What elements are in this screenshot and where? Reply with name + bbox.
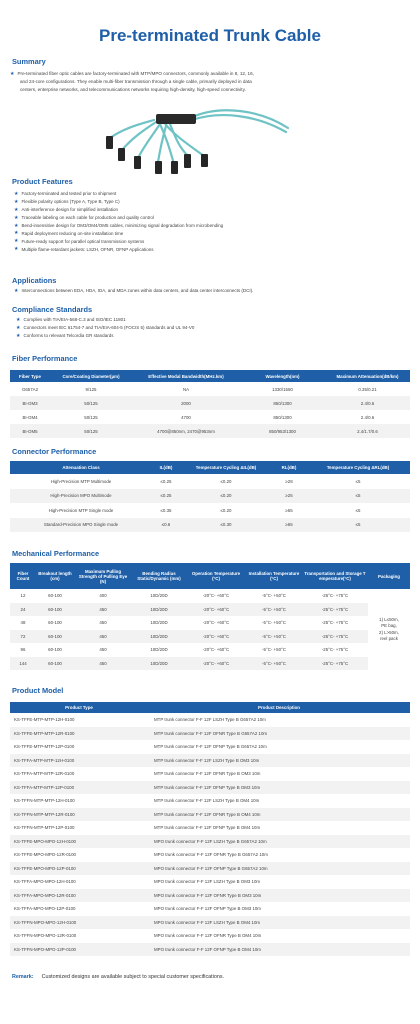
table-cell: 450	[74, 603, 132, 617]
table-cell: KS-TFFA-MTP-MTP-12R-0100	[14, 771, 75, 777]
table-cell: -25°C- +75°C	[321, 593, 349, 599]
table-cell: 2.4/0.6	[325, 396, 410, 410]
table-cell: 10D/20D	[132, 630, 186, 644]
trunk-cable-image	[100, 106, 290, 174]
table-row	[10, 396, 410, 410]
table-cell: KS-TFFE-MTP-MTP-12P-0100	[14, 744, 75, 750]
table-cell: MPO trunk connector F-F 12F OFNP Type B OM4 10m	[148, 943, 410, 957]
table-cell: ≤5	[355, 478, 361, 484]
summary-line: and 24-core configurations. They enable multi-fiber transmission through a single cable, primarily deployed in data	[20, 79, 252, 85]
applications-heading: Applications	[12, 276, 57, 285]
packaging-line: reel pack	[380, 635, 398, 641]
table-cell: 2000	[132, 396, 240, 410]
table-header-row	[10, 370, 410, 382]
features-list	[14, 190, 414, 253]
table-cell: MPO trunk connector F-F 12F LSZH Type B OM4 10m	[148, 916, 410, 930]
table-row	[10, 902, 410, 916]
table-header-row	[10, 461, 410, 474]
packaging-cell	[368, 589, 410, 670]
column-header: Bending Radius Static/Dynamic (mm)	[132, 563, 186, 589]
table-cell: -25°C- +75°C	[321, 620, 349, 626]
list-item: ★ Multiple flame-retardant jackets: LSZH, OFNR, OFNP Applications	[14, 246, 154, 253]
connector-heading: Connector Performance	[12, 447, 97, 456]
table-cell: KS-TFFA-MTP-MTP-12P-0100	[10, 781, 148, 795]
table-row	[10, 781, 410, 795]
table-cell: KS-TFFN-MTP-MTP-12H-0100	[14, 798, 75, 804]
table-cell: 850/953/1300	[240, 424, 325, 438]
table-cell: 10D/20D	[150, 620, 168, 626]
table-cell: -25°C- +75°C	[302, 630, 368, 644]
table-row	[10, 943, 410, 957]
table-row	[10, 848, 410, 862]
table-cell: -5°C- +50°C	[246, 630, 302, 644]
table-row	[10, 808, 410, 822]
table-row	[10, 740, 410, 754]
table-cell: ≥65	[272, 518, 306, 533]
list-item: ★ Connectors meet IEC 61754-7 and TIA/EIA-604-5 (FOCIS 5) standards and UL 94-V0	[16, 324, 195, 331]
table-cell: 450	[99, 647, 107, 653]
star-bullet-icon: ★	[14, 190, 19, 197]
table-cell: 60-100	[36, 603, 74, 617]
table-cell: 144	[10, 657, 36, 671]
list-item: ★ Complies with TIA/EIA-568-C.3 and ISO/IEC 11801	[16, 316, 126, 323]
table-cell: 850/1300	[240, 396, 325, 410]
table-cell: 2.4/1.7/0.6	[325, 424, 410, 438]
table-cell: -5°C- +50°C	[262, 647, 286, 653]
table-row	[10, 727, 410, 741]
list-item: ★ Factory-terminated and tested prior to shipment	[14, 190, 117, 197]
table-cell: ≥25	[272, 489, 306, 504]
table-cell: ≥65	[285, 507, 293, 513]
table-cell: 1330/1550	[272, 386, 293, 392]
table-cell: -20°C- +60°C	[202, 647, 230, 653]
table-row	[10, 589, 410, 603]
table-row	[10, 382, 410, 396]
table-cell: 60-100	[48, 593, 62, 599]
table-cell: KS-TFFE-MPO-MPO-12R-0100	[14, 852, 76, 858]
column-header: Packaging	[368, 563, 410, 589]
table-row	[10, 424, 410, 438]
table-cell: MTP trunk connector F-F 12F OFNP Type B OM4 10m	[154, 825, 261, 831]
packaging-line: 1) L≤50m,	[379, 616, 399, 622]
table-cell: High-Precision MPO Multimode	[10, 489, 152, 504]
column-header: Attenuation Class	[10, 461, 152, 474]
table-cell: MTP trunk connector F-F 12F LSZH Type B OM4 10m	[154, 798, 260, 804]
column-header: Fiber Type	[10, 370, 50, 382]
table-cell: 50/125	[84, 414, 98, 420]
list-item: ★ Rapid deployment reducing on-site installation time	[14, 230, 124, 237]
table-row	[10, 875, 410, 889]
mechanical-performance-table	[10, 563, 410, 670]
features-heading: Product Features	[12, 177, 73, 186]
table-cell: G657A2	[21, 386, 39, 392]
table-cell: -5°C- +50°C	[246, 657, 302, 671]
table-row	[10, 821, 410, 835]
list-item: ★ Bend-insensitive design for OM3/OM4/OM5 cables, minimizing signal degradation from microbending	[14, 222, 224, 229]
page-title: Pre-terminated Trunk Cable	[98, 26, 321, 45]
compliance-heading: Compliance Standards	[12, 305, 93, 314]
column-header: Transportation and Storage T emperature(°C)	[302, 563, 368, 589]
table-cell: High-Precision MTP Multimode	[50, 478, 112, 484]
star-bullet-icon: ★	[14, 287, 19, 294]
table-cell: 450	[99, 620, 107, 626]
star-bullet-icon: ★	[14, 214, 19, 221]
star-bullet-icon: ★	[10, 71, 15, 77]
table-cell: MTP trunk connector F-F 12F OFNP Type B G657A2 10m	[154, 744, 267, 750]
table-cell: MPO trunk connector F-F 12F OFNP Type B OM3 10m	[154, 906, 261, 912]
table-cell: 10D/20D	[132, 657, 186, 671]
table-cell: 72	[10, 630, 36, 644]
table-cell: -25°C- +75°C	[302, 603, 368, 617]
star-bullet-icon: ★	[14, 246, 19, 253]
table-cell: ≤0.35	[160, 507, 172, 513]
table-cell: -20°C- +60°C	[186, 657, 246, 671]
list-item: ★ Anti-interference design for simplified installation	[14, 206, 119, 213]
star-bullet-icon: ★	[14, 198, 19, 205]
table-cell: Standard-Precision MPO Single mode	[10, 518, 152, 533]
table-cell: KS-TFFN-MTP-MTP-12P-0100	[14, 825, 75, 831]
table-cell: 48	[20, 620, 26, 626]
table-cell: High-Precision MTP Single mode	[48, 507, 114, 513]
column-header: Fiber Count	[10, 563, 36, 589]
table-cell: 12	[20, 593, 26, 599]
column-header: Operation Temperature (°C)	[186, 563, 246, 589]
table-cell: BI-OM5	[10, 424, 50, 438]
column-header: Maximum Attenuation(dB/km)	[325, 370, 410, 382]
summary-heading: Summary	[12, 57, 46, 66]
table-row	[10, 503, 410, 518]
table-cell: MTP trunk connector F-F 12F OFNR Type B OM4 10m	[148, 808, 410, 822]
table-cell: 50/125	[50, 396, 132, 410]
list-item: ★ Future-ready support for parallel optical transmission systems	[14, 238, 145, 245]
table-cell: KS-TFFA-MPO-MPO-12P-0100	[14, 906, 76, 912]
star-bullet-icon: ★	[14, 230, 19, 237]
star-bullet-icon: ★	[16, 332, 21, 339]
table-row	[10, 862, 410, 876]
star-bullet-icon: ★	[14, 222, 19, 229]
table-cell: -25°C- +75°C	[321, 647, 349, 653]
remark-label: Remark:	[12, 974, 34, 980]
table-row	[10, 489, 410, 504]
column-header: Product Type	[10, 702, 148, 713]
table-cell: 0.35/0.21	[358, 386, 377, 392]
table-cell: KS-TFFN-MTP-MTP-12R-0100	[10, 808, 148, 822]
table-row	[10, 616, 410, 630]
table-row	[10, 603, 410, 617]
column-header: Effective Modal Bandwidth(MHz.km)	[132, 370, 240, 382]
star-bullet-icon: ★	[14, 238, 19, 245]
table-cell: 9/125	[85, 386, 97, 392]
product-model-table	[10, 702, 410, 956]
column-header: IL(dB)	[152, 461, 180, 474]
table-cell: ≥28	[285, 478, 293, 484]
table-cell: ≤5	[306, 489, 410, 504]
table-header-row	[10, 563, 410, 589]
list-item: ★ Flexible polarity options (Type A, Type B, Type C)	[14, 198, 120, 205]
table-row	[10, 630, 410, 644]
table-cell: -5°C- +50°C	[262, 593, 286, 599]
table-cell: ≤0.25	[152, 489, 180, 504]
list-item: ★ Interconnections between EDA, HDA, IDA, and MDA zones within data centers, and data center interconnects (DCI).	[14, 287, 254, 294]
table-cell: 50/125	[50, 424, 132, 438]
table-cell: 4700@850nm, 2470@953nm	[132, 424, 240, 438]
table-cell: BI-OM3	[10, 396, 50, 410]
table-cell: -20°C- +60°C	[186, 603, 246, 617]
table-cell: -20°C- +60°C	[186, 630, 246, 644]
column-header: Breakout length (cm)	[36, 563, 74, 589]
table-cell: 24	[10, 603, 36, 617]
table-cell: KS-TFFE-MTP-MTP-12R-0100	[10, 727, 148, 741]
summary-text	[10, 70, 410, 93]
table-cell: ≤0.20	[220, 478, 232, 484]
table-row	[10, 929, 410, 943]
table-cell: 400	[99, 593, 107, 599]
table-cell: MPO trunk connector F-F 12F LSZH Type B G657A2 10m	[148, 835, 410, 849]
table-cell: -5°C- +50°C	[262, 620, 286, 626]
table-cell: 60-100	[36, 630, 74, 644]
table-row	[10, 657, 410, 671]
table-row	[10, 713, 410, 727]
table-cell: KS-TFFE-MPO-MPO-12P-0100	[10, 862, 148, 876]
compliance-list	[16, 316, 416, 340]
table-cell: MTP trunk connector F-F 12F LSZH Type B OM3 10m	[148, 754, 410, 768]
column-header: Wavelength(nm)	[240, 370, 325, 382]
table-cell: MTP trunk connector F-F 12F LSZH Type B G657A2 10m	[154, 717, 266, 723]
column-header: Maximum Pulling Strength of Pulling Eye (N)	[74, 563, 132, 589]
list-item: ★ Conforms to relevant Telcordia GR standards	[16, 332, 114, 339]
table-row	[10, 889, 410, 903]
table-cell: MPO trunk connector F-F 12F LSZH Type B OM3 10m	[154, 879, 261, 885]
column-header: Product Description	[148, 702, 410, 713]
table-cell: BI-OM4	[22, 414, 38, 420]
table-cell: 450	[74, 657, 132, 671]
mechanical-heading: Mechanical Performance	[12, 549, 100, 558]
column-header: RL(dB)	[272, 461, 306, 474]
list-item: ★ Traceable labeling on each cable for production and quality control	[14, 214, 154, 221]
table-cell: ≤0.30	[180, 518, 272, 533]
table-cell: 96	[20, 647, 26, 653]
table-cell: MTP trunk connector F-F 12F OFNR Type B OM3 10m	[154, 771, 261, 777]
column-header: Temperature Cycling ΔIL(dB)	[180, 461, 272, 474]
fiber-performance-table	[10, 370, 410, 438]
table-cell: ≤5	[306, 518, 410, 533]
table-cell: ≤5	[355, 507, 361, 513]
table-cell: ≤0.20	[180, 489, 272, 504]
table-cell: KS-TFFN-MPO-MPO-12H-0100	[10, 916, 148, 930]
table-cell: 450	[74, 630, 132, 644]
table-cell: 10D/20D	[150, 593, 168, 599]
table-cell: MPO trunk connector F-F 12F OFNR Type B OM4 10m	[154, 933, 262, 939]
summary-line: Pre-terminated fiber optic cables are factory-terminated with MTP/MPO connectors, commonly available in 8, 12, 16,	[17, 71, 254, 76]
star-bullet-icon: ★	[14, 206, 19, 213]
table-cell: KS-TFFE-MPO-MPO-12H-0100	[10, 835, 148, 849]
packaging-line: 2) L>50m,	[379, 629, 399, 635]
table-cell: 10D/20D	[150, 647, 168, 653]
table-header-row	[10, 702, 410, 713]
table-cell: KS-TFFA-MTP-MTP-12H-0100	[10, 754, 148, 768]
table-cell: 2.4/0.6	[360, 414, 375, 420]
table-cell: KS-TFFA-MPO-MPO-12R-0100	[10, 889, 148, 903]
remark	[12, 974, 224, 980]
table-cell: ≤0.20	[220, 507, 232, 513]
table-cell: 60-100	[48, 620, 62, 626]
packaging-line: PE bag,	[381, 623, 397, 629]
table-cell: KS-TFFA-MPO-MPO-12H-0100	[14, 879, 76, 885]
table-row	[10, 410, 410, 424]
table-row	[10, 474, 410, 489]
table-cell: MPO trunk connector F-F 12F OFNR Type B OM3 10m	[148, 889, 410, 903]
table-cell: ≤0.25	[160, 478, 172, 484]
table-cell: -20°C- +60°C	[202, 593, 230, 599]
table-cell: 4700	[181, 414, 191, 420]
table-cell: KS-TFFN-MPO-MPO-12P-0100	[10, 943, 148, 957]
table-cell: -20°C- +60°C	[202, 620, 230, 626]
fiber-heading: Fiber Performance	[12, 354, 78, 363]
table-row	[10, 916, 410, 930]
table-cell: MPO trunk connector F-F 12F OFNR Type B G657A2 10m	[154, 852, 268, 858]
column-header: Temperature Cycling ΔRL(dB)	[306, 461, 410, 474]
table-cell: -25°C- +75°C	[302, 657, 368, 671]
star-bullet-icon: ★	[16, 324, 21, 331]
column-header: Installation Temperature (°C)	[246, 563, 302, 589]
table-cell: NA	[182, 386, 190, 392]
table-row	[10, 518, 410, 533]
table-cell: -5°C- +50°C	[246, 603, 302, 617]
table-cell: 10D/20D	[132, 603, 186, 617]
table-cell: MTP trunk connector F-F 12F OFNP Type B OM3 10m	[148, 781, 410, 795]
column-header: Core/Coating Diameter(μm)	[50, 370, 132, 382]
table-cell: KS-TFFE-MTP-MTP-12H-0100	[14, 717, 75, 723]
table-cell: MPO trunk connector F-F 12F OFNP Type B G657A2 10m	[148, 862, 410, 876]
table-row	[10, 835, 410, 849]
table-cell: 60-100	[48, 647, 62, 653]
table-cell: MTP trunk connector F-F 12F OFNR Type B G657A2 10m	[148, 727, 410, 741]
remark-text: Customized designs are available subject to special customer specifications.	[41, 974, 225, 980]
applications-list	[14, 287, 414, 295]
table-row	[10, 767, 410, 781]
table-cell: ≤0.6	[152, 518, 180, 533]
connector-performance-table	[10, 461, 410, 532]
table-cell: 60-100	[36, 657, 74, 671]
table-row	[10, 643, 410, 657]
table-row	[10, 794, 410, 808]
summary-line: centers, enterprise networks, and telecommunications networks requiring high-density, high-speed connectivity.	[20, 86, 246, 92]
table-cell: 850/1300	[273, 414, 292, 420]
product-model-heading: Product Model	[12, 686, 64, 695]
star-bullet-icon: ★	[16, 316, 21, 323]
table-row	[10, 754, 410, 768]
table-cell: KS-TFFN-MPO-MPO-12R-0100	[14, 933, 77, 939]
